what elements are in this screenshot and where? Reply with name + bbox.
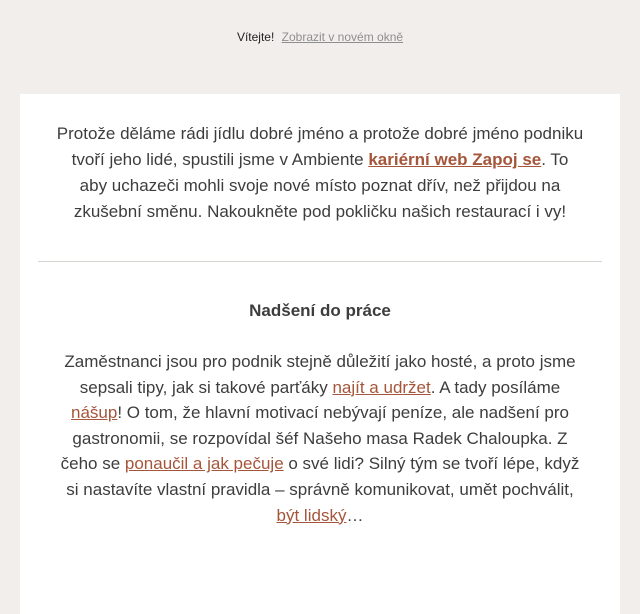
career-web-link[interactable]: kariérní web Zapoj se — [368, 150, 542, 169]
section-heading: Nadšení do práce — [249, 301, 391, 320]
greeting-text: Vítejte! — [236, 30, 275, 44]
email-content-card — [20, 94, 620, 614]
section-divider — [38, 261, 602, 262]
paragraph-text-2: . A tady posíláme — [430, 377, 561, 397]
section-paragraph — [54, 349, 586, 528]
find-and-keep-link[interactable]: najít a udržet — [332, 377, 431, 397]
second-helping-link[interactable]: nášup — [70, 403, 118, 423]
paragraph-text-5: … — [346, 505, 364, 525]
learned-and-cares-link[interactable]: ponaučil a jak pečuje — [124, 454, 284, 474]
preheader — [0, 29, 640, 45]
paragraph-text-1: Zaměstnanci jsou pro podnik stejně důležití jako hosté, a proto jsme sepsali tipy, jak si takové parťáky — [64, 352, 576, 397]
be-human-link[interactable]: být lidský — [276, 505, 347, 525]
paragraph-text-4: o své lidi? Silný tým se tvoří lépe, když si nastavíte vlastní pravidla – správně komunikovat, umět pochválit, — [66, 454, 580, 499]
view-in-browser-link[interactable]: Zobrazit v novém okně — [281, 30, 404, 44]
intro-paragraph — [56, 121, 584, 225]
intro-text-start: Protože děláme rádi jídlu dobré jméno a protože dobré jméno podniku tvoří jeho lidé, spustili jsme v Ambiente — [56, 124, 584, 169]
intro-text-end: . To aby uchazeči mohli svoje nové místo poznat dřív, než přijdou na zkušební směnu. Nakoukněte pod pokličku našich restaurací i vy! — [73, 150, 569, 221]
paragraph-text-3: ! O tom, že hlavní motivací nebývají peníze, ale nadšení pro gastronomii, se rozpovídal šéf Našeho masa Radek Chaloupka. Z čeho se — [60, 403, 569, 474]
